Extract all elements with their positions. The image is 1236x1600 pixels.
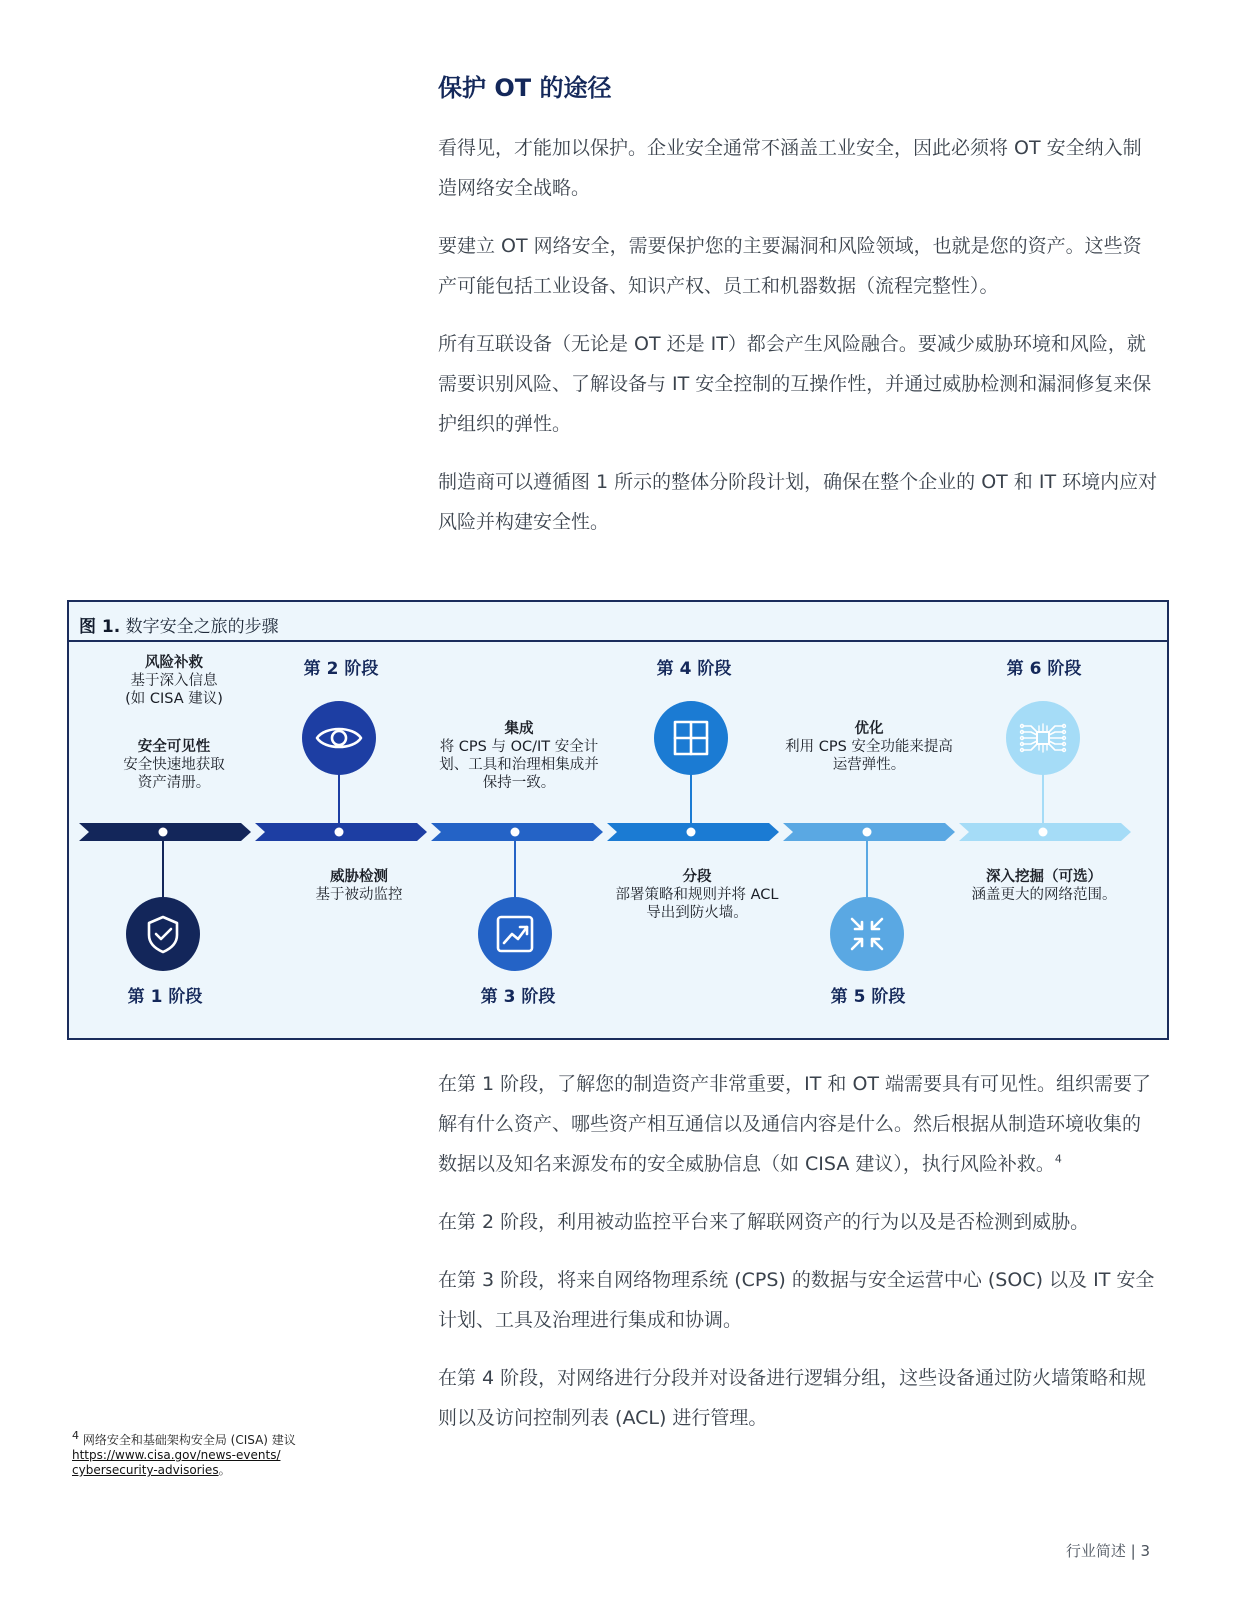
footnote-link[interactable]: https://www.cisa.gov/news-events/ [72,1448,281,1462]
footer-label: 行业简述 [1065,1542,1126,1560]
paragraph: 看得见，才能加以保护。企业安全通常不涵盖工业安全，因此必须将 OT 安全纳入制造网络安全战略。 [438,137,1142,199]
note-remediation: 风险补救 基于深入信息 (如 CISA 建议) [125,655,223,707]
footnote-text: 网络安全和基础架构安全局 (CISA) 建议 [82,1433,296,1447]
paragraph: 所有互联设备（无论是 OT 还是 IT）都会产生风险融合。要减少威胁环境和风险，就需要识别风险、了解设备与 IT 安全控制的互操作性，并通过威胁检测和漏洞修复来保护组织的弹性。 [438,333,1152,435]
footnote [72,1429,372,1478]
stage-5-label: 第 5 阶段 [830,987,906,1007]
stage-timeline [69,642,1167,1038]
section-heading: 保护 OT 的途径 [438,74,612,102]
stage-circle-5 [830,897,904,971]
paragraph: 在第 1 阶段，了解您的制造资产非常重要，IT 和 OT 端需要具有可见性。组织需要了解有什么资产、哪些资产相互通信以及通信内容是什么。然后根据从制造环境收集的数据以及知名来源发布的安全威胁信息（如 CISA 建议），执行风险补救。$^4$ [438,1073,1152,1175]
stage-dot-3 [511,828,520,837]
stage-2-label: 第 2 阶段 [303,659,379,679]
paragraph: 在第 3 阶段，将来自网络物理系统 (CPS) 的数据与安全运营中心 (SOC) 以及 IT 安全计划、工具及治理进行集成和协调。 [438,1269,1155,1331]
stage-dot-1 [159,828,168,837]
note-integration: 集成 将 CPS 与 OC/IT 安全计 划、工具和治理相集成并 保持一致。 [439,721,599,791]
footnote-suffix: 。 [218,1463,231,1477]
page-footer [1066,1540,1150,1561]
body-text [438,1064,1158,1456]
footnote-link-cont[interactable]: cybersecurity-advisories [72,1463,219,1477]
note-optimize: 优化 利用 CPS 安全功能来提高 运营弹性。 [785,721,953,773]
stage-circle-2 [302,701,376,775]
paragraph: 制造商可以遵循图 1 所示的整体分阶段计划，确保在整个企业的 OT 和 IT 环境内应对风险并构建安全性。 [438,471,1158,533]
stage-dot-6 [1039,828,1048,837]
stage-4-label: 第 4 阶段 [656,659,732,679]
stage-circle-3 [478,897,552,971]
note-threat: 威胁检测 基于被动监控 [315,869,403,903]
figure-caption-label: 图 1. [79,617,121,637]
note-segmentation: 分段 部署策略和规则并将 ACL 导出到防火墙。 [615,869,779,921]
stage-circle-1 [126,897,200,971]
stage-circle-6 [1006,701,1080,775]
footer-separator: | [1130,1542,1136,1560]
paragraph: 要建立 OT 网络安全，需要保护您的主要漏洞和风险领域，也就是您的资产。这些资产可能包括工业设备、知识产权、员工和机器数据（流程完整性）。 [438,235,1142,297]
intro-text [438,128,1158,560]
footnote-ref[interactable]: 4 [1054,1152,1062,1166]
stage-1-label: 第 1 阶段 [127,987,203,1007]
paragraph: 在第 2 阶段，利用被动监控平台来了解联网资产的行为以及是否检测到威胁。 [438,1211,1090,1233]
page-number: 3 [1140,1542,1150,1560]
note-deep-dive: 深入挖掘（可选） 涵盖更大的网络范围。 [971,869,1117,903]
figure-caption [69,602,1167,642]
figure-caption-text: 数字安全之旅的步骤 [125,617,279,637]
footnote-marker: 4 [72,1429,79,1442]
stage-dot-5 [863,828,872,837]
paragraph: 在第 4 阶段，对网络进行分段并对设备进行逻辑分组，这些设备通过防火墙策略和规则以及访问控制列表 (ACL) 进行管理。 [438,1367,1147,1429]
stage-dot-4 [687,828,696,837]
note-visibility: 安全可见性 安全快速地获取 资产清册。 [123,739,225,791]
stage-3-label: 第 3 阶段 [480,987,556,1007]
figure-1 [67,600,1169,1040]
stage-6-label: 第 6 阶段 [1006,659,1082,679]
stage-dot-2 [335,828,344,837]
